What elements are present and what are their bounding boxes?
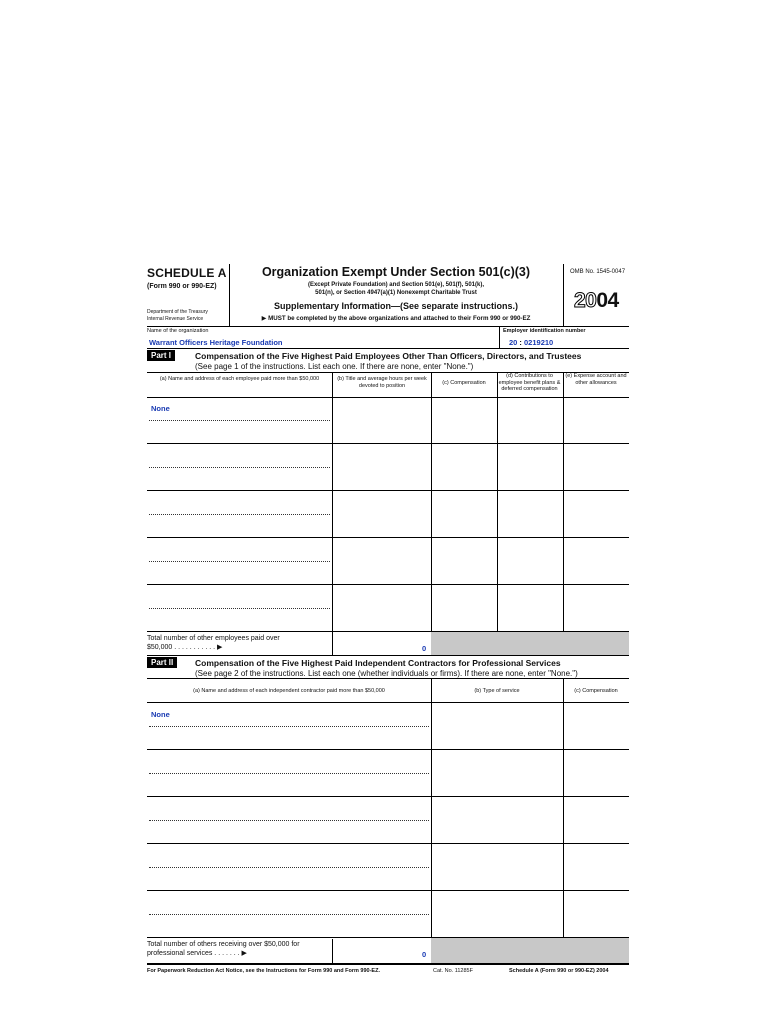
part1-total-line-2: $50,000 . . . . . . . . . . . ▶ bbox=[147, 644, 223, 651]
part1-row3-bottom bbox=[147, 537, 629, 538]
tax-year bbox=[574, 289, 619, 313]
part2-title: Compensation of the Five Highest Paid Independent Contractors for Professional Services bbox=[195, 658, 561, 668]
form-title: Organization Exempt Under Section 501(c)(3) bbox=[261, 265, 531, 279]
part2-col-b-header: (b) Type of service bbox=[474, 688, 520, 694]
part2-total-line-1: Total number of others receiving over $50,000 for bbox=[147, 941, 300, 948]
schedule-label: SCHEDULE A bbox=[147, 266, 227, 280]
part1-col-line-1 bbox=[332, 372, 333, 655]
part1-row4-dotline bbox=[149, 561, 330, 562]
part1-row1-dotline bbox=[149, 420, 330, 421]
part2-total-value[interactable]: 0 bbox=[422, 950, 427, 959]
part1-col-c-header: (c) Compensation bbox=[442, 380, 486, 386]
part2-row4-bottom bbox=[147, 890, 629, 891]
form-subtitle bbox=[229, 281, 563, 297]
part1-total-value[interactable]: 0 bbox=[422, 644, 427, 653]
org-name-label: Name of the organization bbox=[147, 328, 209, 334]
department-label bbox=[147, 309, 208, 323]
schedule-footer-ref: Schedule A (Form 990 or 990-EZ) 2004 bbox=[509, 968, 609, 974]
part1-col-line-2 bbox=[431, 372, 432, 632]
part1-row2-bottom bbox=[147, 490, 629, 491]
part2-row2-dotline bbox=[149, 773, 429, 774]
part2-total-label bbox=[147, 940, 300, 958]
part2-row5-dotline bbox=[149, 914, 429, 915]
header-divider bbox=[147, 326, 629, 327]
part2-row4-dotline bbox=[149, 867, 429, 868]
header-left-box bbox=[147, 264, 230, 326]
part2-col-c-header: (c) Compensation bbox=[574, 688, 618, 694]
org-name-field[interactable]: Warrant Officers Heritage Foundation bbox=[149, 338, 283, 347]
part2-shaded-area bbox=[431, 938, 629, 964]
ein-prefix: 20 bbox=[509, 338, 518, 347]
part2-col-line-2 bbox=[563, 678, 564, 939]
ein-suffix: 0219210 bbox=[524, 338, 554, 347]
part2-total-divider bbox=[332, 939, 333, 964]
part2-bottom bbox=[147, 963, 629, 965]
tax-year-bold: 04 bbox=[596, 289, 619, 312]
org-divider bbox=[499, 326, 500, 348]
part2-total-line-2: professional services . . . . . . . ▶ bbox=[147, 950, 247, 957]
part1-col-d-header: (d) Contributions to employee benefit plans & deferred compensation bbox=[498, 373, 561, 392]
header-title-box bbox=[229, 264, 563, 326]
part2-row3-dotline bbox=[149, 820, 429, 821]
catalog-number: Cat. No. 11285F bbox=[433, 968, 473, 974]
ein-label: Employer identification number bbox=[503, 328, 586, 334]
supplementary-info: Supplementary Information—(See separate instructions.) bbox=[273, 301, 519, 311]
part1-col-line-4 bbox=[563, 372, 564, 632]
part2-row1-dotline bbox=[149, 726, 429, 727]
department-line-2: Internal Revenue Service bbox=[147, 316, 204, 322]
part2-row3-bottom bbox=[147, 843, 629, 844]
part2-row2-bottom bbox=[147, 796, 629, 797]
department-line-1: Department of the Treasury bbox=[147, 309, 208, 315]
part1-subtitle: (See page 1 of the instructions. List each one. If there are none, enter "None.") bbox=[195, 362, 474, 371]
part1-header-bottom bbox=[147, 397, 629, 398]
part1-shaded-area bbox=[431, 632, 629, 655]
org-divider-bottom bbox=[147, 348, 629, 349]
part2-first-entry: None bbox=[151, 710, 170, 719]
ein-field[interactable]: 20 : 0219210 bbox=[509, 338, 554, 347]
part2-subtitle: (See page 2 of the instructions. List each one (whether individuals or firms). If there are none, enter "None.") bbox=[195, 669, 578, 678]
subtitle-line-2: 501(n), or Section 4947(a)(1) Nonexempt Charitable Trust bbox=[315, 290, 477, 296]
tax-year-outline: 20 bbox=[574, 289, 597, 312]
form-reference: (Form 990 or 990-EZ) bbox=[147, 283, 217, 290]
part2-col-line-1 bbox=[431, 678, 432, 964]
part1-col-line-3 bbox=[497, 372, 498, 632]
part1-row3-dotline bbox=[149, 514, 330, 515]
paperwork-notice: For Paperwork Reduction Act Notice, see the Instructions for Form 990 and Form 990-EZ. bbox=[147, 968, 380, 974]
part1-bottom bbox=[147, 655, 629, 656]
part1-row5-dotline bbox=[149, 608, 330, 609]
part1-tag: Part I bbox=[147, 350, 175, 361]
omb-number: OMB No. 1545-0047 bbox=[570, 269, 626, 275]
part2-row1-bottom bbox=[147, 749, 629, 750]
part1-col-e-header: (e) Expense account and other allowances bbox=[565, 373, 627, 386]
part1-first-entry: None bbox=[151, 404, 170, 413]
part2-col-a-header: (a) Name and address of each independent contractor paid more than $50,000 bbox=[193, 688, 385, 694]
part2-header-top bbox=[147, 678, 629, 679]
schedule-a-form bbox=[147, 264, 629, 980]
part1-row4-bottom bbox=[147, 584, 629, 585]
part1-row2-dotline bbox=[149, 467, 330, 468]
part1-total-label bbox=[147, 634, 280, 652]
part1-total-line-1: Total number of other employees paid over bbox=[147, 635, 280, 642]
subtitle-line-1: (Except Private Foundation) and Section 501(e), 501(f), 501(k), bbox=[307, 282, 485, 288]
part2-tag: Part II bbox=[147, 657, 177, 668]
part1-col-a-header: (a) Name and address of each employee paid more than $50,000 bbox=[159, 376, 320, 382]
part1-row1-bottom bbox=[147, 443, 629, 444]
header-right-box bbox=[563, 264, 630, 326]
part1-col-b-header: (b) Title and average hours per week devoted to position bbox=[337, 376, 427, 389]
part1-title: Compensation of the Five Highest Paid Employees Other Than Officers, Directors, and Trustees bbox=[195, 351, 582, 361]
part2-header-bottom bbox=[147, 702, 629, 703]
must-complete-note: ▶ MUST be completed by the above organizations and attached to their Form 990 or 990-EZ bbox=[261, 315, 531, 322]
